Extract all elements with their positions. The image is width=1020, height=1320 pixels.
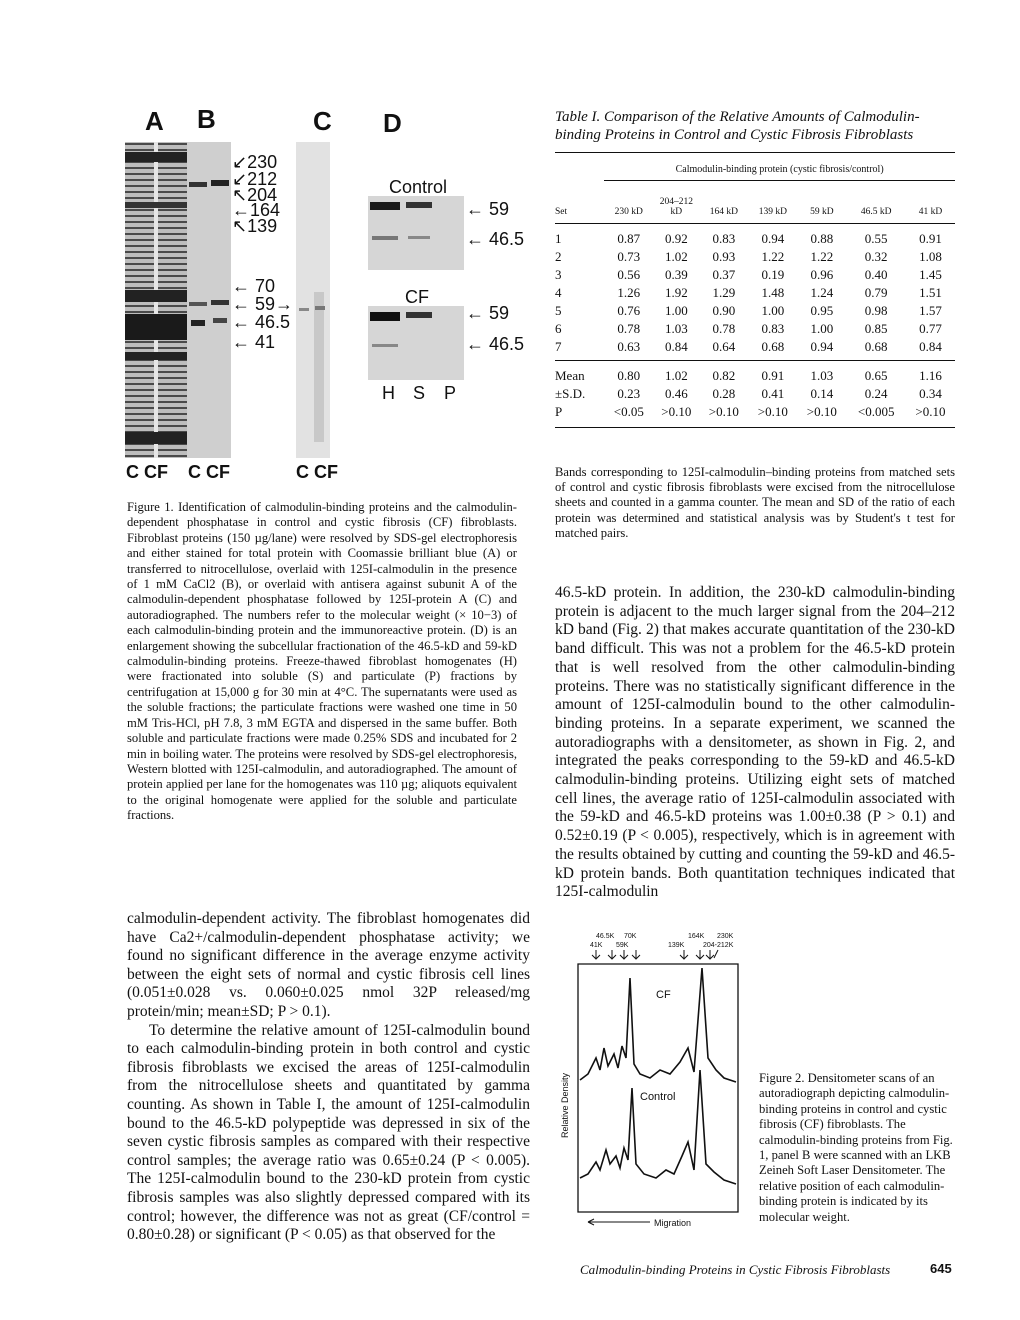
- mw-70: ← 70: [232, 276, 276, 296]
- table-cell: ±S.D.: [555, 385, 586, 401]
- table-cell: 0.83: [712, 230, 736, 246]
- table-cell: 1.03: [810, 367, 834, 383]
- fraction-label-h: H: [382, 383, 395, 403]
- lane-caption-b: C CF: [188, 462, 230, 482]
- panel-label-c: C: [313, 106, 332, 136]
- table-cell: >0.10: [915, 403, 946, 419]
- figure-1-caption: Figure 1. Identification of calmodulin-binding proteins and the calmodulin-dependent phosphatase in control and cystic fibrosis (CF) fibroblasts. Fibroblast proteins (150 µg/lane) were resolved by SDS-gel electrophoresis and either stained for total protein with Coomassie brilliant blue (A) or transferred to nitrocellulose, overlaid with 125I-calmodulin in the presence of 1 mM CaCl2 (B), or overlaid with antisera against subunit A of the calmodulin-dependent phosphatase followed by 125I-protein A (C) and autoradiographed. The numbers refer to the molecular weight (× 10−3) of each calmodulin-binding protein and the immunoreactive protein. (D) is an enlargement showing the subcellular fractionation of the 46.5-kD and 59-kD calmodulin-binding proteins. Freeze-thawed fibroblast homogenates (H) were fractionated into soluble (S) and particulate (P) fractions by centrifugation at 15,000 g for 30 min at 4°C. The supernatants were used as the soluble fractions; the particulate fractions were washed one time in 50 mM Tris-HCl, pH 7.8, 3 mM EGTA and dispersed in the same buffer. Both soluble and particulate fractions were made 0.25% SDS and incubated for 2 min in boiling water. The proteins were resolved by SDS-gel electrophoresis, Western blotted with 125I-calmodulin, and autoradiographed. The amount of protein applied per lane for the homogenates was 110 µg; aliquots equivalent to the original homogenate were applied for the soluble and particulate fractions.: [127, 500, 517, 823]
- scan-y-axis-label: Relative Density: [560, 1072, 570, 1138]
- table-cell: 0.87: [617, 230, 641, 246]
- panel-d-marker-59-cf: ← 59: [466, 303, 510, 323]
- summary-row: [555, 367, 955, 385]
- gel-panel-c: [296, 142, 330, 458]
- gel-panel-d-control: [368, 196, 464, 270]
- table-cell: 4: [555, 284, 562, 300]
- table-cell: 0.64: [712, 338, 736, 354]
- table-cell: 0.32: [864, 248, 888, 264]
- scan-label-204-212k: 204-212K: [703, 942, 734, 949]
- table-cell: 0.68: [864, 338, 888, 354]
- panel-d-marker-46-5-cf: ← 46.5: [466, 334, 525, 354]
- table-cell: 0.55: [864, 230, 888, 246]
- panel-d-control-label: Control: [389, 177, 448, 197]
- table-row: [555, 320, 955, 338]
- table-cell: 1.57: [919, 302, 942, 318]
- table-cell: 0.19: [761, 266, 785, 282]
- col-header: Set: [555, 206, 568, 217]
- figure-2-caption: Figure 2. Densitometer scans of an autoradiograph depicting calmodulin-binding proteins in control and cystic fibrosis (CF) fibroblasts. The calmodulin-binding proteins from Fig. 1, panel B were scanned with an LKB Zeineh Soft Laser Densitometer. The relative position of each calmodulin-binding protein is indicated by its molecular weight.: [759, 1071, 953, 1224]
- table-cell: 1.29: [712, 284, 736, 300]
- body-text-right: 46.5-kD protein. In addition, the 230-kD calmodulin-binding protein is adjacent to the much larger signal from the 204–212 kD band (Fig. 2) that makes accurate quantitation of the 230-kD band difficult. This was not a problem for the 46.5-kD protein that is well resolved from the other calmodulin-binding proteins. There was no statistically significant difference in the amount of 125I-calmodulin bound to the other calmodulin-binding proteins. In a separate experiment, we scanned the autoradiographs with a densitometer, as shown in Fig. 2, and integrated the peaks corresponding to the 59-kD and 46.5-kD calmodulin-binding proteins. Utilizing eight sets of matched cell lines, the average ratio of 125I-calmodulin associated with the 59-kD and 46.5-kD proteins was 1.00±0.38 (P > 0.1) and 0.52±0.19 (P < 0.005), respectively, which is in agreement with the results obtained by cutting and counting the 59-kD and 46.5-kD protein bands. Both quantitation techniques indicated that 125I-calmodulin: [555, 584, 955, 901]
- table-cell: Mean: [555, 367, 585, 383]
- table-cell: 1.00: [761, 302, 785, 318]
- gel-panel-d-cf: [368, 306, 464, 380]
- table-cell: 1.92: [664, 284, 688, 300]
- table-cell: 0.77: [919, 320, 942, 336]
- mw-212: ↙212: [232, 169, 278, 189]
- table-cell: 0.88: [810, 230, 834, 246]
- table-cell: 0.56: [617, 266, 641, 282]
- table-cell: 1.45: [919, 266, 942, 282]
- scan-label-46-5k: 46.5K: [596, 933, 615, 940]
- col-header: 59 kD: [810, 206, 834, 217]
- mw-164: ←164: [232, 200, 281, 220]
- gel-panel-b: [187, 142, 231, 458]
- table-cell: 1.51: [919, 284, 942, 300]
- table-top-rule: [555, 152, 955, 153]
- table-cell: 0.34: [919, 385, 942, 401]
- table-cell: 0.76: [617, 302, 641, 318]
- table-cell: 0.73: [617, 248, 641, 264]
- table-cell: 1.16: [919, 367, 942, 383]
- table-cell: 1.26: [617, 284, 641, 300]
- table-cell: 0.82: [712, 367, 736, 383]
- mw-41: ← 41: [232, 332, 276, 352]
- table-cell: >0.10: [757, 403, 788, 419]
- scan-label-70k: 70K: [624, 933, 637, 940]
- scan-x-axis-label: Migration: [654, 1218, 692, 1228]
- lane-caption-c: C CF: [296, 462, 338, 482]
- page-number: 645: [930, 1261, 952, 1276]
- table-cell: 7: [555, 338, 562, 354]
- table-cell: 0.40: [864, 266, 888, 282]
- summary-row: [555, 385, 955, 403]
- table-cell: 0.78: [712, 320, 736, 336]
- table-cell: <0.005: [857, 403, 895, 419]
- table-cell: 0.98: [864, 302, 888, 318]
- table-row: [555, 284, 955, 302]
- table-cell: 0.80: [617, 367, 641, 383]
- col-header: 46.5 kD: [860, 206, 892, 217]
- table-cell: 1.02: [664, 367, 688, 383]
- table-cell: 0.84: [664, 338, 688, 354]
- panel-label-b: B: [197, 104, 216, 134]
- table-1-footnote: Bands corresponding to 125I-calmodulin–binding proteins from matched sets of control and cystic fibrosis fibroblasts were excised from the nitrocellulose sheets and counted in a gamma counter. The mean and SD of the ratio of each protein was determined and statistical analysis was by Student's t test for matched pairs.: [555, 464, 955, 541]
- scan-label-230k: 230K: [717, 933, 734, 940]
- table-cell: 5: [555, 302, 562, 318]
- panel-label-a: A: [145, 106, 164, 136]
- table-cell: 3: [555, 266, 562, 282]
- gel-panel-a: [125, 142, 187, 458]
- table-1-title: Table I. Comparison of the Relative Amounts of Calmodulin-binding Proteins in Control and Cystic Fibrosis Fibroblasts: [555, 109, 920, 143]
- table-cell: 0.96: [810, 266, 834, 282]
- table-cell: 2: [555, 248, 562, 264]
- table-cell: 0.94: [810, 338, 834, 354]
- table-cell: 1.24: [810, 284, 834, 300]
- table-cell: 0.46: [664, 385, 688, 401]
- table-cell: 0.94: [761, 230, 785, 246]
- table-cell: 0.37: [712, 266, 736, 282]
- table-cell: 1.02: [664, 248, 688, 264]
- mw-204: ↖204: [232, 185, 278, 205]
- table-row: [555, 338, 955, 356]
- table-cell: 0.39: [664, 266, 688, 282]
- table-cell: 1.00: [664, 302, 688, 318]
- table-cell: 0.24: [864, 385, 888, 401]
- table-cell: >0.10: [661, 403, 692, 419]
- scan-control-label: Control: [640, 1091, 676, 1103]
- table-cell: 0.68: [761, 338, 785, 354]
- table-cell: <0.05: [613, 403, 644, 419]
- lane-caption-a: C CF: [126, 462, 168, 482]
- table-cell: 0.83: [761, 320, 785, 336]
- table-cell: 0.65: [864, 367, 888, 383]
- table-1: [555, 158, 955, 428]
- table-cell: 1.48: [761, 284, 785, 300]
- table-row: [555, 248, 955, 266]
- table-cell: 1.03: [664, 320, 688, 336]
- table-cell: 0.14: [810, 385, 834, 401]
- scan-label-41k: 41K: [590, 942, 603, 949]
- table-row: [555, 302, 955, 320]
- scan-cf-label: CF: [656, 989, 671, 1001]
- table-cell: 1.08: [919, 248, 942, 264]
- col-header: 204–212 kD: [659, 196, 693, 217]
- col-header: 230 kD: [614, 206, 643, 217]
- mw-230: ↙230: [232, 152, 278, 172]
- table-cell: 0.63: [617, 338, 641, 354]
- table-cell: 0.84: [919, 338, 942, 354]
- densitometer-scan: [560, 928, 750, 1232]
- body-text-left: calmodulin-dependent activity. The fibroblast homogenates did have Ca2+/calmodulin-dependent phosphatase activity; we found no significant difference in the average enzyme activity between the eight sets of normal and cystic fibrosis cell lines (0.051±0.028 vs. 0.060±0.025 nmol 32P released/mg protein/min; mean±SD; P > 0.1). To determine the relative amount of 125I-calmodulin bound to each calmodulin-binding protein in both control and cystic fibrosis fibroblasts we excised the areas of 125I-calmodulin from the nitrocellulose sheets and quantitated by gamma counting. As shown in Table I, the amount of 125I-calmodulin bound to the 46.5-kD polypeptide was depressed in six of the seven cystic fibrosis samples as compared with their respective control samples; the average ratio was 0.65±0.24 (P < 0.005). The 125I-calmodulin bound to the 230-kD protein from cystic fibrosis samples was also slightly depressed compared with its control; however, the difference was not as great (CF/control = 0.80±0.28) or significant (P < 0.05) as that observed for the: [127, 910, 530, 1244]
- table-row: [555, 266, 955, 284]
- table-cell: 0.91: [761, 367, 785, 383]
- col-header: 164 kD: [709, 206, 738, 217]
- table-row: [555, 230, 955, 248]
- table-cell: 0.79: [864, 284, 888, 300]
- panel-label-d: D: [383, 108, 402, 138]
- col-header: 41 kD: [918, 206, 943, 217]
- summary-row: [555, 403, 955, 421]
- table-cell: 1.00: [810, 320, 834, 336]
- mw-59: ← 59→: [232, 294, 294, 314]
- scan-label-164k: 164K: [688, 933, 705, 940]
- table-cell: 0.78: [617, 320, 641, 336]
- table-cell: >0.10: [708, 403, 739, 419]
- table-cell: 0.91: [919, 230, 942, 246]
- col-header: 139 kD: [758, 206, 787, 217]
- panel-d-marker-46-5-control: ← 46.5: [466, 229, 525, 249]
- table-cell: 1: [555, 230, 562, 246]
- table-summary: [555, 367, 955, 421]
- table-cell: P: [555, 403, 563, 419]
- scan-label-59k: 59K: [616, 942, 629, 949]
- table-cell: >0.10: [806, 403, 837, 419]
- table-cell: 1.22: [761, 248, 785, 264]
- mw-139: ↖139: [232, 216, 278, 236]
- fraction-label-s: S: [413, 383, 426, 403]
- table-cell: 6: [555, 320, 562, 336]
- table-cell: 0.93: [712, 248, 736, 264]
- table-cell: 0.28: [712, 385, 736, 401]
- table-body: [555, 230, 955, 356]
- mw-46-5: ← 46.5: [232, 312, 291, 332]
- scan-label-139k: 139K: [668, 942, 685, 949]
- running-title: Calmodulin-binding Proteins in Cystic Fibrosis Fibroblasts: [580, 1262, 891, 1277]
- panel-d-cf-label: CF: [405, 287, 429, 307]
- table-cell: 0.85: [864, 320, 888, 336]
- table-cell: 0.95: [810, 302, 834, 318]
- table-cell: 0.90: [712, 302, 736, 318]
- fraction-label-p: P: [444, 383, 457, 403]
- table-cell: 0.23: [617, 385, 641, 401]
- table-cell: 0.41: [761, 385, 785, 401]
- table-group-header: Calmodulin-binding protein (cystic fibrosis/control): [604, 158, 955, 181]
- panel-d-marker-59-control: ← 59: [466, 199, 510, 219]
- table-cell: 1.22: [810, 248, 834, 264]
- table-cell: 0.92: [664, 230, 688, 246]
